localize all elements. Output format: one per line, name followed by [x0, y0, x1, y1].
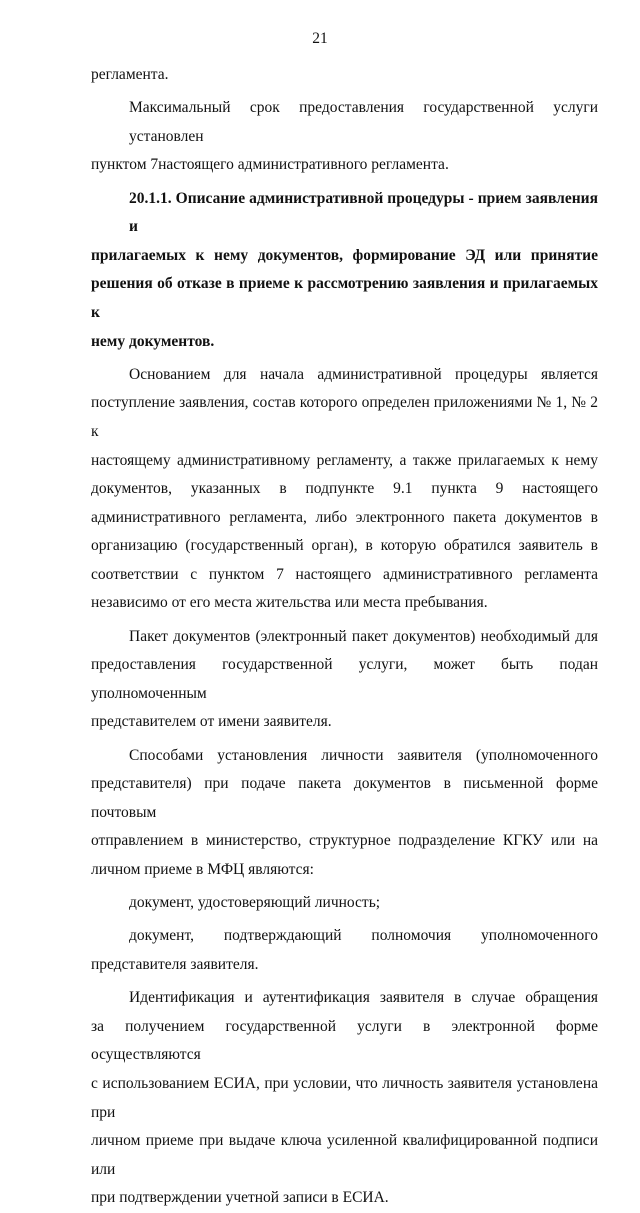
text-line: поступление заявления, состав которого определен приложениями № 1, № 2 к [91, 394, 598, 440]
text-line: Основанием для начала административной процедуры является [129, 365, 598, 383]
text-line: административного регламента, либо электронного пакета документов в [91, 508, 598, 526]
text-line: предоставления государственной услуги, может быть подан уполномоченным [91, 656, 598, 702]
section-heading-line: 20.1.1. Описание административной процедуры - прием заявления и [129, 189, 598, 236]
text-line: документов, указанных в подпункте 9.1 пункта 9 настоящего [91, 480, 598, 498]
text-line: представителем от имени заявителя. [91, 713, 332, 731]
text-line: независимо от его места жительства или места пребывания. [91, 594, 488, 612]
text-line: отправлением в министерство, структурное подразделение КГКУ или на [91, 832, 598, 850]
text-line: представителя заявителя. [91, 955, 259, 973]
text-line: организацию (государственный орган), в которую обратился заявитель в [91, 537, 598, 555]
text-line: соответствии с пунктом 7 настоящего административного регламента [91, 565, 598, 583]
text-line: с использованием ЕСИА, при условии, что личность заявителя установлена при [91, 1074, 598, 1121]
text-line: при подтверждении учетной записи в ЕСИА. [91, 1189, 389, 1207]
text-line: за получением государственной услуги в электронной форме осуществляются [91, 1017, 598, 1064]
text-line: представителя) при подаче пакета документов в письменной форме почтовым [91, 775, 598, 821]
section-heading-line: прилагаемых к нему документов, формирование ЭД или принятие [91, 246, 598, 264]
text-line: личном приеме в МФЦ являются: [91, 861, 314, 878]
section-heading-line: решения об отказе в приеме к рассмотрению заявления и прилагаемых к [91, 275, 598, 321]
page-number: 21 [312, 30, 328, 47]
text-line: Максимальный срок предоставления государственной услуги установлен [129, 99, 598, 145]
text-line: регламента. [91, 66, 169, 83]
section-heading-line: нему документов. [91, 332, 215, 350]
text-line: Способами установления личности заявителя (уполномоченного [129, 746, 598, 764]
text-line: настоящему административному регламенту, а также прилагаемых к нему [91, 451, 598, 469]
document-body [91, 61, 598, 1213]
text-line: личном приеме при выдаче ключа усиленной квалифицированной подписи или [91, 1132, 598, 1178]
text-line: документ, удостоверяющий личность; [129, 894, 381, 912]
text-line: пунктом 7настоящего административного регламента. [91, 156, 449, 174]
text-line: документ, подтверждающий полномочия уполномоченного [129, 927, 598, 945]
text-line: Пакет документов (электронный пакет документов) необходимый для [129, 627, 598, 645]
text-line: Идентификация и аутентификация заявителя в случае обращения [129, 989, 598, 1007]
